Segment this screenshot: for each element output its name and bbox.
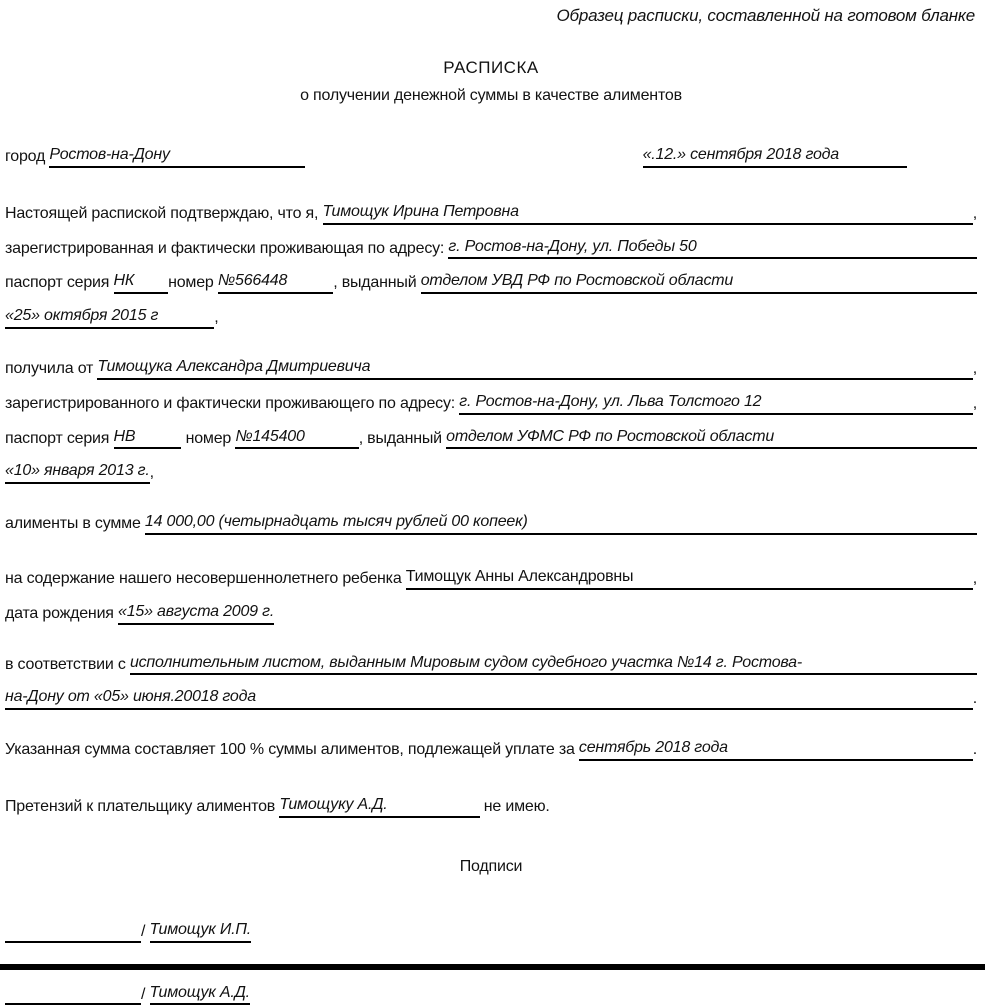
blank-underline — [134, 292, 168, 294]
child-name: Тимощук Анны Александровны — [406, 567, 634, 590]
blank-underline — [170, 166, 305, 168]
payer-passport-number: №145400 — [235, 427, 304, 450]
payer-issued-by: отделом УФМС РФ по Ростовской области — [446, 427, 774, 450]
comma: , — [972, 569, 977, 587]
blank-underline — [697, 257, 977, 259]
recipient-intro-label: Настоящей распиской подтверждаю, что я, — [5, 204, 323, 222]
payer-issue-date: «10» января 2013 г. — [5, 461, 150, 484]
comma: , — [149, 464, 154, 482]
signature-name-recipient: Тимощук И.П. — [150, 920, 252, 943]
blank-underline — [839, 166, 907, 168]
blank-underline — [135, 447, 181, 449]
recipient-address-label: зарегистрированная и фактически проживающая по адресу: — [5, 239, 449, 257]
date-value: «.12.» сентября 2018 года — [643, 145, 839, 168]
recipient-issued-by: отделом УВД РФ по Ростовской области — [421, 271, 733, 294]
issued-label: , выданный — [358, 429, 447, 447]
blank-underline — [305, 447, 359, 449]
blank-underline — [370, 378, 972, 380]
city-date-line — [5, 145, 977, 168]
basis-line-1 — [5, 653, 977, 676]
blank-underline — [256, 708, 973, 710]
recipient-intro-line — [5, 202, 977, 225]
blank-underline — [519, 223, 973, 225]
slash: / — [141, 985, 150, 1003]
basis-line-2 — [5, 687, 977, 710]
signature-name-payer: Тимощук А.Д. — [150, 983, 250, 1005]
blank-underline — [528, 533, 977, 535]
amount-line — [5, 512, 977, 535]
passport-number-label: номер — [168, 274, 218, 292]
claims-suffix: не имею. — [479, 797, 550, 815]
signature-blank — [5, 941, 141, 943]
bottom-rule — [0, 964, 985, 970]
basis-label: в соответствии с — [5, 655, 130, 673]
blank-underline — [388, 816, 480, 818]
comma: , — [972, 359, 977, 377]
recipient-address: г. Ростов-на-Дону, ул. Победы 50 — [448, 237, 696, 260]
recipient-name: Тимощук Ирина Петровна — [323, 202, 519, 225]
amount-label: алименты в сумме — [5, 515, 145, 533]
recipient-issue-date: «25» октября 2015 г — [5, 306, 158, 329]
total-line — [5, 738, 977, 761]
period: . — [972, 741, 977, 759]
payer-name: Тимощука Александра Дмитриевича — [97, 357, 370, 380]
recipient-passport-number: №566448 — [218, 271, 287, 294]
city-value: Ростов-на-Дону — [49, 145, 169, 168]
payer-passport-line — [5, 427, 977, 450]
passport-series-label: паспорт серия — [5, 274, 114, 292]
payer-address-label: зарегистрированного и фактически проживающего по адресу: — [5, 394, 460, 412]
blank-underline — [728, 759, 973, 761]
city-label: город — [5, 148, 50, 165]
basis-value-line2: на-Дону от «05» июня.20018 года — [5, 687, 256, 710]
period: . — [972, 690, 977, 708]
signatures-heading: Подписи — [459, 857, 523, 875]
claims-line — [5, 795, 977, 818]
blank-underline — [733, 292, 977, 294]
signature-line-payer — [5, 983, 977, 1005]
comma: , — [972, 204, 977, 222]
child-label: на содержание нашего несовершеннолетнего ребенка — [5, 569, 406, 587]
blank-underline — [761, 413, 972, 415]
blank-underline — [287, 292, 333, 294]
blank-underline — [802, 673, 977, 675]
payer-address: г. Ростов-на-Дону, ул. Льва Толстого 12 — [459, 392, 761, 415]
payer-issue-date-line — [5, 461, 977, 484]
passport-number-label: номер — [181, 429, 236, 447]
recipient-address-line — [5, 237, 977, 260]
document-title: РАСПИСКА — [443, 58, 539, 77]
issued-label: , выданный — [333, 274, 421, 292]
recipient-issue-date-line — [5, 306, 977, 329]
blank-underline — [158, 327, 214, 329]
total-period-value: сентябрь 2018 года — [579, 738, 728, 761]
claims-payer-name: Тимощуку А.Д. — [279, 795, 387, 818]
recipient-passport-line — [5, 271, 977, 294]
payer-intro-label: получила от — [5, 359, 98, 377]
passport-series-label: паспорт серия — [5, 429, 114, 447]
signature-line-recipient — [5, 920, 977, 943]
sample-note: Образец расписки, составленной на готовом бланке — [556, 6, 975, 25]
claims-label: Претензий к плательщику алиментов — [5, 797, 280, 815]
payer-intro-line — [5, 357, 977, 380]
child-line — [5, 567, 977, 590]
comma: , — [972, 394, 977, 412]
child-birth-line — [5, 602, 977, 625]
document-subtitle: о получении денежной суммы в качестве алиментов — [300, 87, 682, 104]
child-birth-date: «15» августа 2009 г. — [118, 602, 274, 625]
total-label: Указанная сумма составляет 100 % суммы алиментов, подлежащей уплате за — [5, 741, 579, 759]
comma: , — [214, 309, 219, 327]
birth-date-label: дата рождения — [5, 604, 119, 622]
amount-value: 14 000,00 (четырнадцать тысяч рублей 00 копеек) — [145, 512, 528, 535]
blank-underline — [774, 447, 977, 449]
payer-passport-series: НВ — [114, 427, 136, 450]
basis-value-line1: исполнительным листом, выданным Мировым судом судебного участка №14 г. Ростова- — [130, 653, 802, 676]
payer-address-line — [5, 392, 977, 415]
blank-underline — [633, 588, 972, 590]
recipient-passport-series: НК — [114, 271, 135, 294]
slash: / — [141, 922, 150, 940]
